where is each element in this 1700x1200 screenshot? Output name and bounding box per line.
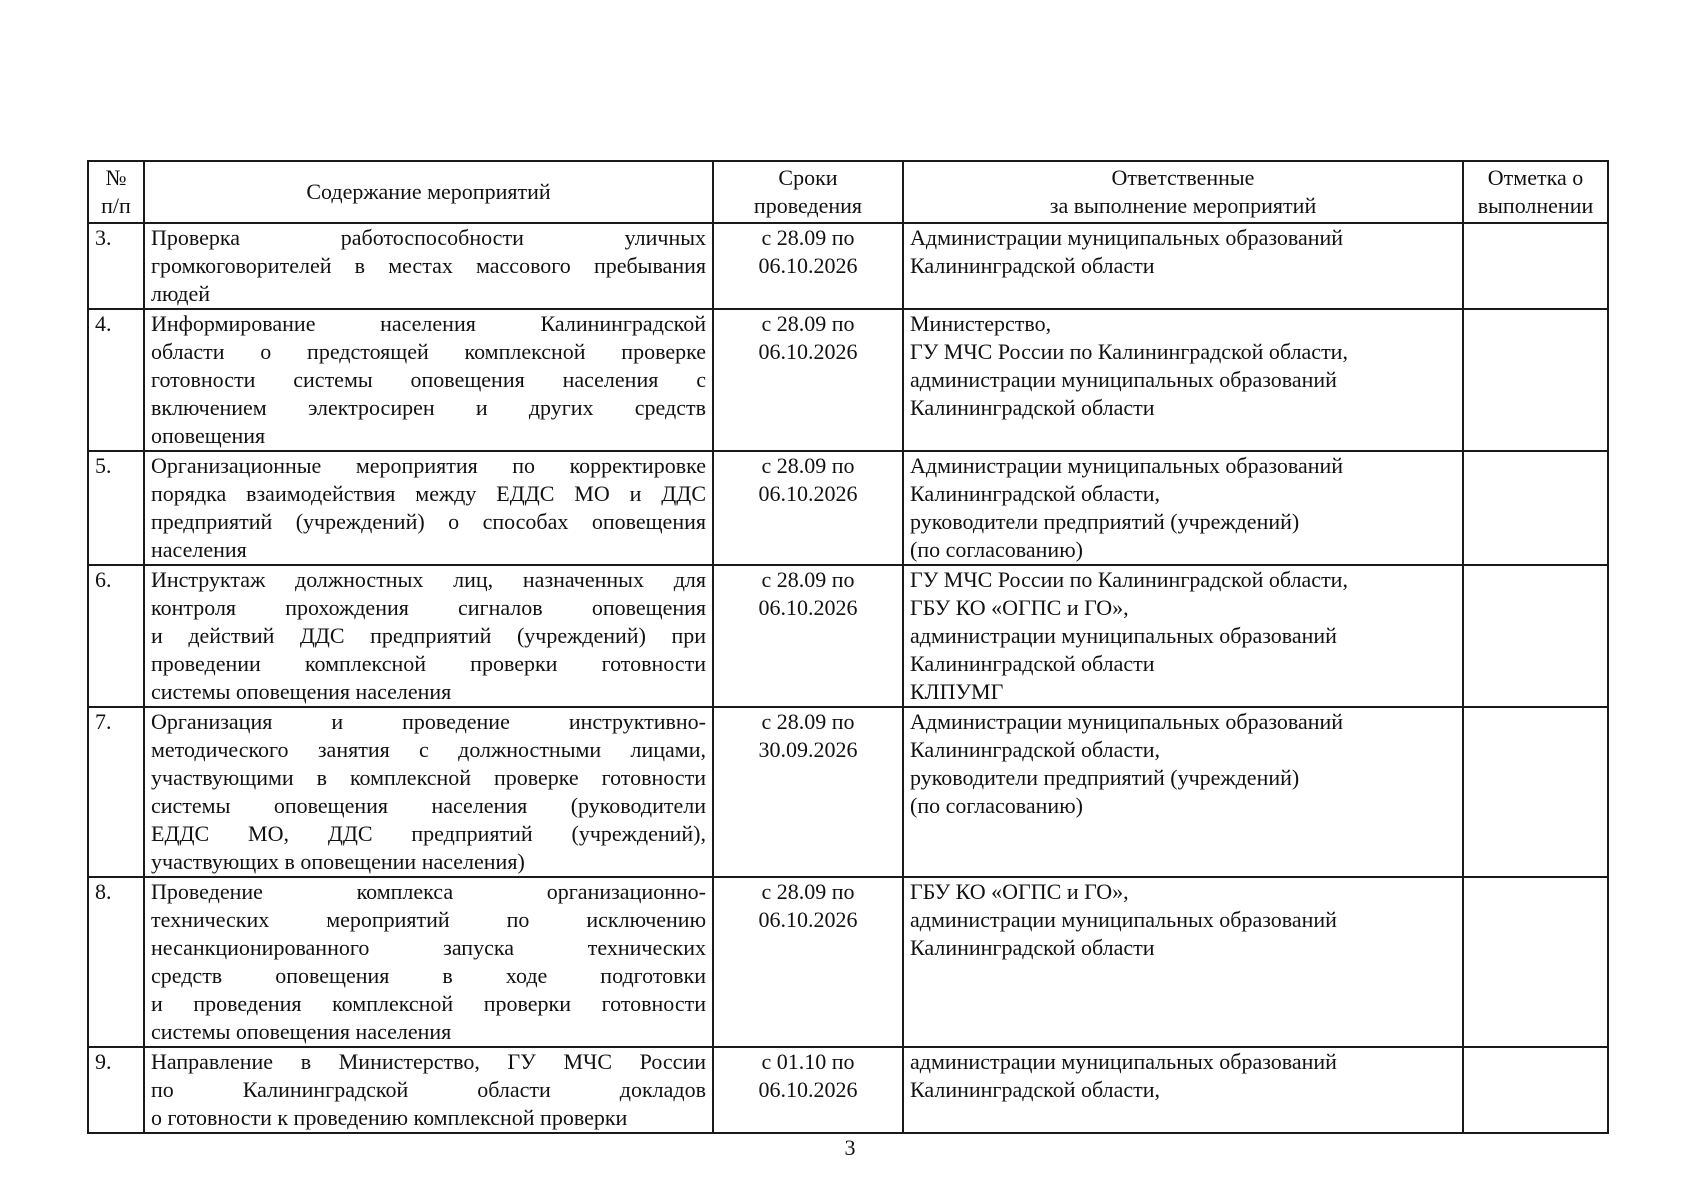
completion-mark: [1463, 451, 1608, 565]
cell-line: по Калининградской области докладов: [151, 1077, 706, 1102]
cell-line: предприятий (учреждений) о способах оповещения: [151, 509, 706, 534]
cell-line: Министерство,: [910, 311, 1052, 336]
cell-line: (по согласованию): [910, 537, 1083, 562]
cell-line: 06.10.2026: [758, 1077, 858, 1102]
cell-line: с 01.10 по: [761, 1049, 855, 1074]
table-header-row: [88, 161, 1608, 223]
cell-line: ГБУ КО «ОГПС и ГО»,: [910, 595, 1129, 620]
cell-line: руководители предприятий (учреждений): [910, 509, 1300, 534]
cell-line: средств оповещения в ходе подготовки: [151, 963, 706, 988]
cell-line: Организация и проведение инструктивно-: [151, 709, 706, 734]
event-content: [144, 1047, 713, 1133]
cell-line: 06.10.2026: [758, 481, 858, 506]
event-responsible: [903, 707, 1463, 877]
event-content: [144, 223, 713, 309]
table-row: [88, 707, 1608, 877]
cell-line: Информирование населения Калининградской: [151, 311, 706, 336]
cell-line: участвующими в комплексной проверке готовности: [151, 765, 706, 790]
cell-line: администрации муниципальных образований: [910, 367, 1337, 392]
cell-line: несанкционированного запуска технических: [151, 935, 706, 960]
cell-line: методического занятия с должностными лицами,: [151, 737, 706, 762]
cell-line: КЛПУМГ: [910, 679, 1004, 704]
cell-line: Администрации муниципальных образований: [910, 225, 1344, 250]
event-content: [144, 451, 713, 565]
table-row: [88, 309, 1608, 451]
cell-line: включением электросирен и других средств: [151, 395, 706, 420]
table-row: [88, 223, 1608, 309]
cell-line: 06.10.2026: [758, 253, 858, 278]
cell-line: о готовности к проведению комплексной проверки: [151, 1105, 628, 1130]
cell-line: Направление в Министерство, ГУ МЧС России: [151, 1049, 706, 1074]
completion-mark: [1463, 707, 1608, 877]
header-content: Содержание мероприятий: [144, 161, 713, 223]
cell-line: Калининградской области,: [910, 1077, 1161, 1102]
row-number: 4.: [88, 309, 144, 451]
table-row: [88, 451, 1608, 565]
cell-line: 06.10.2026: [758, 907, 858, 932]
completion-mark: [1463, 565, 1608, 707]
cell-line: Калининградской области: [910, 253, 1155, 278]
event-responsible: [903, 565, 1463, 707]
event-responsible: [903, 1047, 1463, 1133]
event-term: [713, 309, 903, 451]
table-row: [88, 565, 1608, 707]
cell-line: с 28.09 по: [761, 879, 855, 904]
cell-line: Калининградской области: [910, 395, 1155, 420]
cell-line: Проведение комплекса организационно-: [151, 879, 706, 904]
events-table: [87, 160, 1609, 1134]
cell-line: (по согласованию): [910, 793, 1083, 818]
header-term: Сроки проведения: [713, 161, 903, 223]
cell-line: 06.10.2026: [758, 595, 858, 620]
event-responsible: [903, 223, 1463, 309]
cell-line: Калининградской области,: [910, 481, 1161, 506]
event-responsible: [903, 309, 1463, 451]
row-number: 8.: [88, 877, 144, 1047]
cell-line: с 28.09 по: [761, 225, 855, 250]
cell-line: людей: [151, 281, 211, 306]
cell-line: ЕДДС МО, ДДС предприятий (учреждений),: [151, 821, 706, 846]
cell-line: 06.10.2026: [758, 339, 858, 364]
cell-line: оповещения: [151, 423, 266, 448]
cell-line: администрации муниципальных образований: [910, 1049, 1337, 1074]
table-row: [88, 877, 1608, 1047]
cell-line: Администрации муниципальных образований: [910, 709, 1344, 734]
cell-line: администрации муниципальных образований: [910, 907, 1337, 932]
event-term: [713, 223, 903, 309]
event-content: [144, 309, 713, 451]
row-number: 3.: [88, 223, 144, 309]
cell-line: Организационные мероприятия по корректировке: [151, 453, 706, 478]
header-mark: Отметка о выполнении: [1463, 161, 1608, 223]
cell-line: Калининградской области: [910, 651, 1155, 676]
row-number: 7.: [88, 707, 144, 877]
cell-line: участвующих в оповещении населения): [151, 849, 525, 874]
event-responsible: [903, 451, 1463, 565]
cell-line: ГУ МЧС России по Калининградской области,: [910, 567, 1348, 592]
row-number: 5.: [88, 451, 144, 565]
cell-line: порядка взаимодействия между ЕДДС МО и ДДС: [151, 481, 706, 506]
cell-line: Администрации муниципальных образований: [910, 453, 1344, 478]
row-number: 6.: [88, 565, 144, 707]
cell-line: администрации муниципальных образований: [910, 623, 1337, 648]
cell-line: Калининградской области: [910, 935, 1155, 960]
completion-mark: [1463, 223, 1608, 309]
cell-line: Калининградской области,: [910, 737, 1161, 762]
page-number: 3: [844, 1135, 856, 1160]
cell-line: системы оповещения населения (руководители: [151, 793, 706, 818]
cell-line: громкоговорителей в местах массового пребывания: [151, 253, 706, 278]
cell-line: и проведения комплексной проверки готовности: [151, 991, 706, 1016]
event-term: [713, 877, 903, 1047]
header-responsible: Ответственные за выполнение мероприятий: [903, 161, 1463, 223]
cell-line: с 28.09 по: [761, 567, 855, 592]
event-content: [144, 707, 713, 877]
event-term: [713, 451, 903, 565]
table-body: [88, 223, 1608, 1133]
cell-line: ГУ МЧС России по Калининградской области,: [910, 339, 1348, 364]
cell-line: 30.09.2026: [758, 737, 858, 762]
cell-line: населения: [151, 537, 247, 562]
completion-mark: [1463, 1047, 1608, 1133]
cell-line: с 28.09 по: [761, 453, 855, 478]
event-term: [713, 1047, 903, 1133]
cell-line: системы оповещения населения: [151, 1019, 452, 1044]
row-number: 9.: [88, 1047, 144, 1133]
cell-line: системы оповещения населения: [151, 679, 452, 704]
header-num: № п/п: [88, 161, 144, 223]
cell-line: с 28.09 по: [761, 311, 855, 336]
cell-line: технических мероприятий по исключению: [151, 907, 706, 932]
completion-mark: [1463, 309, 1608, 451]
cell-line: проведении комплексной проверки готовности: [151, 651, 706, 676]
cell-line: ГБУ КО «ОГПС и ГО»,: [910, 879, 1129, 904]
event-responsible: [903, 877, 1463, 1047]
cell-line: готовности системы оповещения населения с: [151, 367, 706, 392]
event-content: [144, 877, 713, 1047]
cell-line: Проверка работоспособности уличных: [151, 225, 706, 250]
event-content: [144, 565, 713, 707]
cell-line: Инструктаж должностных лиц, назначенных для: [151, 567, 706, 592]
cell-line: с 28.09 по: [761, 709, 855, 734]
cell-line: и действий ДДС предприятий (учреждений) при: [151, 623, 706, 648]
cell-line: контроля прохождения сигналов оповещения: [151, 595, 706, 620]
event-term: [713, 565, 903, 707]
cell-line: области о предстоящей комплексной проверке: [151, 339, 706, 364]
table-row: [88, 1047, 1608, 1133]
completion-mark: [1463, 877, 1608, 1047]
event-term: [713, 707, 903, 877]
cell-line: руководители предприятий (учреждений): [910, 765, 1300, 790]
